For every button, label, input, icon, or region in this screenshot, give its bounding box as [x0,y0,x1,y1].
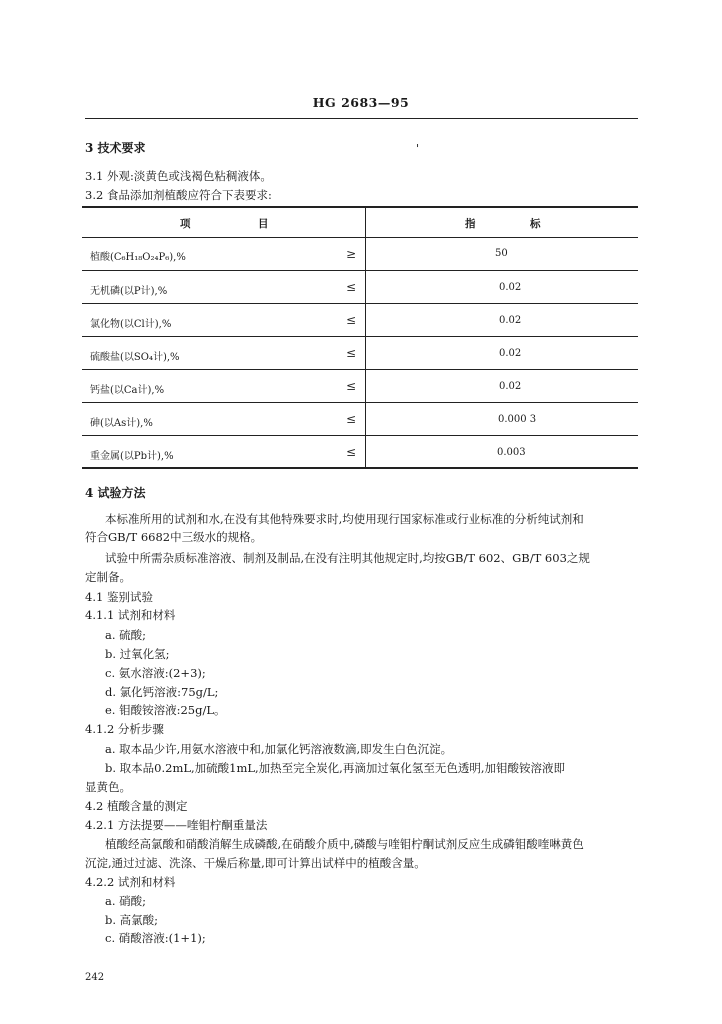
section-3-title: 3 技术要求 [85,141,146,155]
section-4-2-2: 4.2.2 试剂和材料 [85,875,176,889]
paragraph-1-line-2: 符合GB/T 6682中三级水的规格。 [85,530,263,544]
table-header-item-2: 目 [258,218,269,230]
row-item: 重金属(以Pb计),% [90,451,174,462]
table-header-index-2: 标 [530,218,541,230]
section-4-1-2: 4.1.2 分析步骤 [85,722,164,736]
page-number: 242 [85,972,105,983]
list-item: d. 氯化钙溶液:75g/L; [105,685,219,699]
paragraph-2-line-2: 定制备。 [85,570,131,584]
row-value: 0.02 [499,381,522,392]
row-item: 植酸(C₆H₁₈O₂₄P₆),% [90,252,186,263]
row-op: ≥ [346,247,357,261]
row-item: 无机磷(以P计),% [90,286,168,297]
section-3-2: 3.2 食品添加剂植酸应符合下表要求: [85,188,272,202]
section-4-2: 4.2 植酸含量的测定 [85,799,188,813]
stray-mark: ' [416,141,420,155]
paragraph-1-line-1: 本标准所用的试剂和水,在没有其他特殊要求时,均使用现行国家标准或行业标准的分析纯试剂和 [105,512,584,526]
step-a: a. 取本品少许,用氨水溶液中和,加氯化钙溶液数滴,即发生白色沉淀。 [105,742,453,756]
row-item: 硫酸盐(以SO₄计),% [90,352,180,363]
list-item: b. 高氯酸; [105,913,159,927]
section-4-1-1: 4.1.1 试剂和材料 [85,608,176,622]
row-value: 50 [495,248,508,259]
section-4-1: 4.1 鉴别试验 [85,590,153,604]
row-value: 0.02 [499,315,522,326]
row-item: 钙盐(以Ca计),% [90,385,165,396]
paragraph-2-line-1: 试验中所需杂质标准溶液、制剂及制品,在没有注明其他规定时,均按GB/T 602、GB/T 603之规 [105,551,590,565]
row-op: ≤ [346,313,357,327]
standard-code: HG 2683—95 [312,95,410,110]
list-item: c. 氨水溶液:(2+3); [105,666,206,680]
row-op: ≤ [346,379,357,393]
step-b-line-1: b. 取本品0.2mL,加硫酸1mL,加热至完全炭化,再滴加过氧化氢至无色透明,加钼酸铵溶液即 [105,761,565,775]
row-value: 0.02 [499,282,522,293]
section-4-2-1: 4.2.1 方法提要——喹钼柠酮重量法 [85,818,268,832]
row-item: 氯化物(以Cl计),% [90,319,172,330]
row-value: 0.02 [499,348,522,359]
row-op: ≤ [346,412,357,426]
method-line-1: 植酸经高氯酸和硝酸消解生成磷酸,在硝酸介质中,磷酸与喹钼柠酮试剂反应生成磷钼酸喹啉黄色 [105,837,584,851]
table-header-item: 项 [180,218,191,230]
requirements-table [82,206,638,469]
method-line-2: 沉淀,通过过滤、洗涤、干燥后称量,即可计算出试样中的植酸含量。 [85,856,426,870]
row-value: 0.003 [497,447,526,458]
table-header-index: 指 [465,218,476,230]
row-op: ≤ [346,280,357,294]
list-item: c. 硝酸溶液:(1+1); [105,931,206,945]
section-4-title: 4 试验方法 [85,486,146,500]
row-op: ≤ [346,445,357,459]
list-item: a. 硫酸; [105,628,147,642]
list-item: b. 过氧化氢; [105,647,170,661]
row-value: 0.000 3 [498,414,537,425]
row-item: 砷(以As计),% [90,418,153,429]
header-rule [85,118,638,119]
section-3-1: 3.1 外观:淡黄色或浅褐色粘稠液体。 [85,169,272,183]
step-b-line-2: 显黄色。 [85,780,131,794]
list-item: e. 钼酸铵溶液:25g/L。 [105,703,226,717]
row-op: ≤ [346,346,357,360]
list-item: a. 硝酸; [105,894,147,908]
